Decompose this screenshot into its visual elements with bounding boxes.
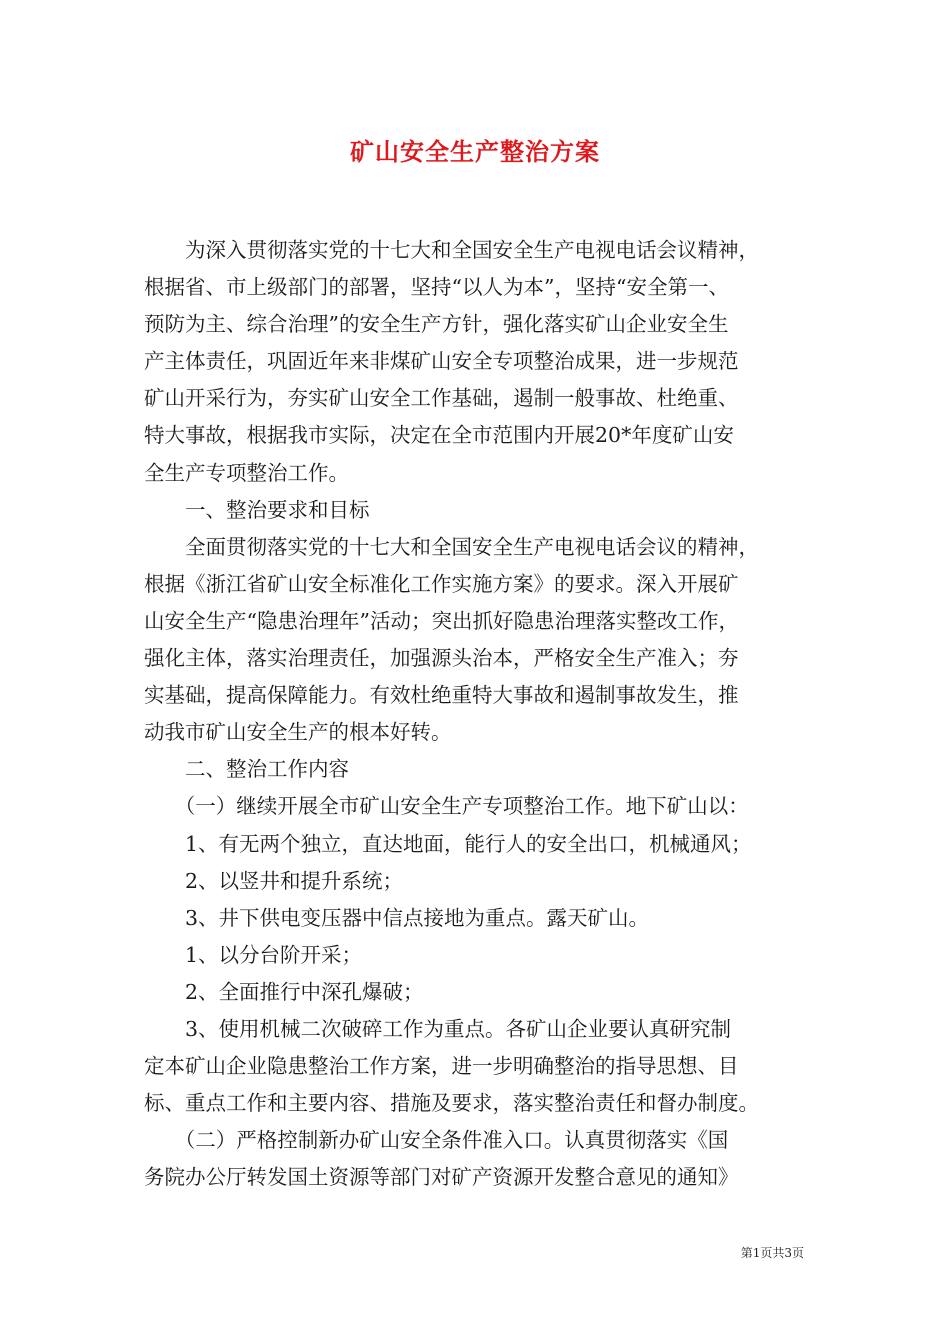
body-line: 实基础，提高保障能力。有效杜绝重特大事故和遏制事故发生，推 — [144, 683, 739, 708]
list-item: 3、井下供电变压器中信点接地为重点。露天矿山。 — [144, 905, 650, 930]
body-line: 产主体责任，巩固近年来非煤矿山安全专项整治成果，进一步规范 — [144, 349, 739, 374]
body-line: 山安全生产“隐患治理年”活动；突出抓好隐患治理落实整改工作， — [144, 608, 739, 633]
body-line: 全生产专项整治工作。 — [144, 460, 349, 485]
body-line: 务院办公厅转发国土资源等部门对矿产资源开发整合意见的通知》 — [144, 1165, 739, 1190]
list-item: 1、以分台阶开采； — [144, 942, 363, 967]
document-body — [144, 232, 810, 1196]
body-line: 预防为主、综合治理”的安全生产方针，强化落实矿山企业安全生 — [144, 312, 729, 337]
body-line: 标、重点工作和主要内容、措施及要求，落实整治责任和督办制度。 — [144, 1091, 759, 1116]
body-line: 动我市矿山安全生产的根本好转。 — [144, 720, 452, 745]
list-item: 1、有无两个独立，直达地面，能行人的安全出口，机械通风； — [144, 831, 752, 856]
list-item: 2、以竖井和提升系统； — [144, 868, 404, 893]
page-number: 第1页共3页 — [740, 1246, 804, 1260]
body-line: 根据省、市上级部门的部署，坚持“以人为本”，坚持“安全第一、 — [144, 275, 729, 300]
list-item: 3、使用机械二次破碎工作为重点。各矿山企业要认真研究制 — [144, 1016, 732, 1041]
document-title: 矿山安全生产整治方案 — [350, 137, 600, 166]
body-line: （二）严格控制新办矿山安全条件准入口。认真贯彻落实《国 — [144, 1128, 729, 1153]
body-line: 定本矿山企业隐患整治工作方案，进一步明确整治的指导思想、目 — [144, 1054, 739, 1079]
section-heading: 二、整治工作内容 — [144, 757, 349, 782]
list-item: 2、全面推行中深孔爆破； — [144, 979, 424, 1004]
body-line: （一）继续开展全市矿山安全生产专项整治工作。地下矿山以： — [144, 794, 749, 819]
section-heading: 一、整治要求和目标 — [144, 497, 370, 522]
body-line: 根据《浙江省矿山安全标准化工作实施方案》的要求。深入开展矿 — [144, 571, 739, 596]
body-line: 特大事故，根据我市实际，决定在全市范围内开展20*年度矿山安 — [144, 423, 734, 448]
body-line: 全面贯彻落实党的十七大和全国安全生产电视电话会议的精神， — [144, 534, 759, 559]
body-line: 为深入贯彻落实党的十七大和全国安全生产电视电话会议精神， — [144, 238, 759, 262]
body-line: 强化主体，落实治理责任，加强源头治本，严格安全生产准入；夯 — [144, 646, 739, 671]
body-line: 矿山开采行为，夯实矿山安全工作基础，遏制一般事故、杜绝重、 — [144, 386, 739, 411]
